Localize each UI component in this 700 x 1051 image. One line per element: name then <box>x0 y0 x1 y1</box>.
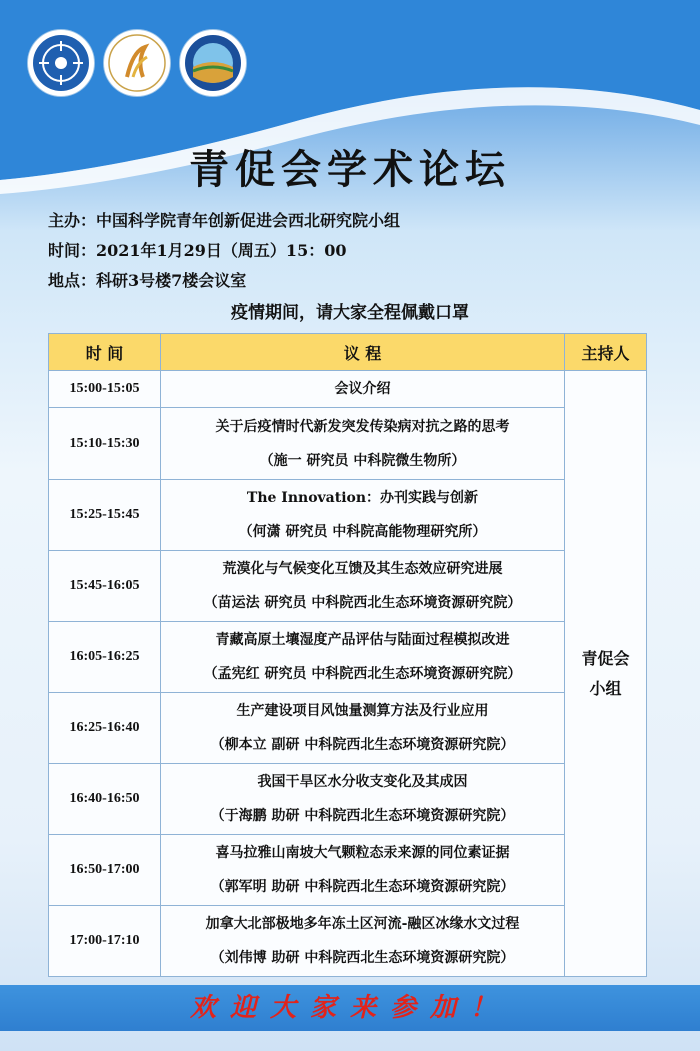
header-host: 主持人 <box>565 334 647 371</box>
header-agenda: 议 程 <box>161 334 565 371</box>
row-topic <box>161 835 565 906</box>
row-time: 16:40-16:50 <box>49 764 161 835</box>
row-topic <box>161 622 565 693</box>
topic-text: 喜马拉雅山南坡大气颗粒态汞来源的同位素证据 <box>215 845 510 861</box>
speaker-text: （柳本立 副研 中科院西北生态环境资源研究院） <box>210 737 515 753</box>
youth-association-logo <box>104 30 170 96</box>
host-line-1: 青促会 <box>581 648 630 668</box>
time-line: 时间：2021年1月29日（周五）15：00 <box>48 241 347 260</box>
row-time: 16:05-16:25 <box>49 622 161 693</box>
topic-text: 加拿大北部极地多年冻土区河流-融区冰缘水文过程 <box>205 916 520 932</box>
row-time: 15:10-15:30 <box>49 408 161 480</box>
speaker-text: （孟宪红 研究员 中科院西北生态环境资源研究院） <box>203 666 522 682</box>
speaker-text: （郭军明 助研 中科院西北生态环境资源研究院） <box>210 879 515 895</box>
table-row <box>49 906 647 977</box>
table-row <box>49 835 647 906</box>
speaker-text: （刘伟博 助研 中科院西北生态环境资源研究院） <box>210 950 515 966</box>
row-time: 15:00-15:05 <box>49 371 161 408</box>
organizer-line: 主办：中国科学院青年创新促进会西北研究院小组 <box>48 211 401 230</box>
row-topic <box>161 371 565 408</box>
speaker-text: （何潇 研究员 中科院高能物理研究所） <box>238 524 487 540</box>
place-line: 地点：科研3号楼7楼会议室 <box>48 271 247 290</box>
topic-text: 会议介绍 <box>334 381 391 397</box>
row-time: 16:25-16:40 <box>49 693 161 764</box>
topic-text: The Innovation：办刊实践与创新 <box>246 490 479 506</box>
speaker-text: （施一 研究员 中科院微生物所） <box>259 452 466 469</box>
row-time: 15:25-15:45 <box>49 480 161 551</box>
topic-text: 我国干旱区水分收支变化及其成因 <box>257 774 468 790</box>
topic-text: 生产建设项目风蚀量测算方法及行业应用 <box>236 703 489 719</box>
speaker-text: （于海鹏 助研 中科院西北生态环境资源研究院） <box>210 808 515 824</box>
table-row <box>49 764 647 835</box>
schedule-table <box>48 333 647 977</box>
table-row <box>49 480 647 551</box>
row-time: 17:00-17:10 <box>49 906 161 977</box>
row-topic <box>161 693 565 764</box>
northwest-institute-logo <box>180 30 246 96</box>
row-topic <box>161 764 565 835</box>
table-row <box>49 622 647 693</box>
row-topic <box>161 551 565 622</box>
header-time: 时 间 <box>49 334 161 371</box>
host-cell <box>565 371 647 977</box>
row-topic <box>161 480 565 551</box>
row-topic <box>161 408 565 480</box>
topic-text: 荒漠化与气候变化互馈及其生态效应研究进展 <box>222 561 503 577</box>
host-line-2: 小组 <box>589 678 622 698</box>
speaker-text: （苗运法 研究员 中科院西北生态环境资源研究院） <box>203 595 522 611</box>
table-row <box>49 408 647 480</box>
welcome-banner: 欢迎大家来参加！ <box>0 985 700 1031</box>
table-row <box>49 371 647 408</box>
cas-logo <box>28 30 94 96</box>
table-row <box>49 551 647 622</box>
table-row <box>49 693 647 764</box>
table-header-row <box>49 334 647 371</box>
row-time: 16:50-17:00 <box>49 835 161 906</box>
topic-text: 关于后疫情时代新发突发传染病对抗之路的思考 <box>215 418 510 435</box>
page-title: 青促会学术论坛 <box>189 146 511 193</box>
mask-notice: 疫情期间，请大家全程佩戴口罩 <box>231 303 469 323</box>
row-time: 15:45-16:05 <box>49 551 161 622</box>
topic-text: 青藏高原土壤湿度产品评估与陆面过程模拟改进 <box>215 632 510 648</box>
row-topic <box>161 906 565 977</box>
logo-group <box>28 30 246 96</box>
